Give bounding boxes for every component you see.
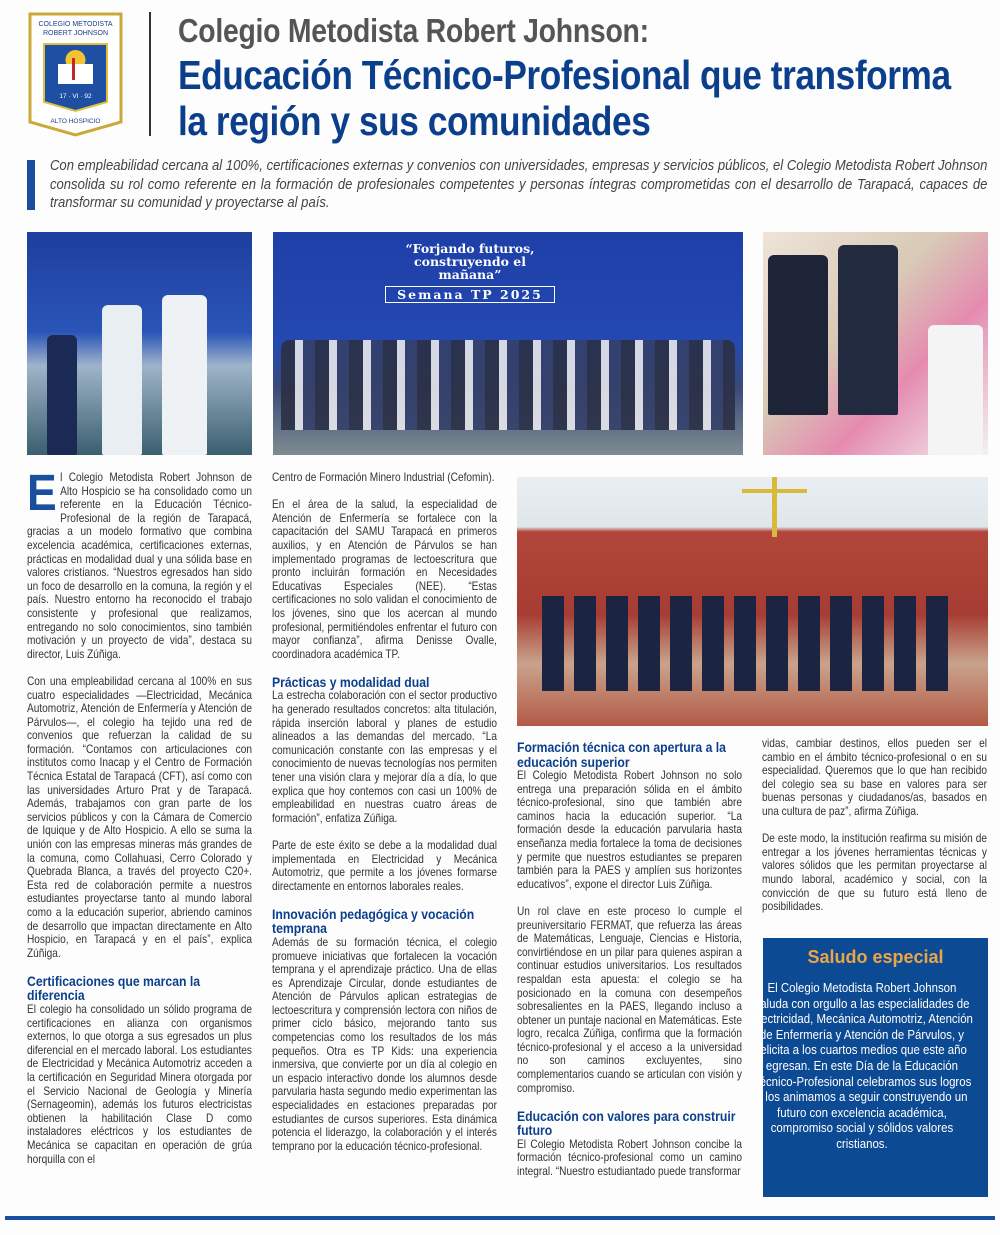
section-heading: Certificaciones que marcan la diferencia (27, 972, 201, 1004)
section-heading: Educación con valores para construir futuro (517, 1107, 736, 1139)
article-paragraph: Centro de Formación Minero Industrial (Cefomin). (272, 471, 495, 484)
article-paragraph: De este modo, la institución reafirma su misión de entregar a los jóvenes herramientas técnicas y valores sólidos que les permitan proyectarse al mundo laboral, académico y social, con la convicción de que su futuro está lleno de posibilidades. (762, 832, 987, 914)
article-paragraph: Con una empleabilidad cercana al 100% en sus cuatro especialidades —Electricidad, Mecánica Automotriz, Atención de Enfermería y Atención de Párvulos—, el colegio ha tejido una red de convenios que refuerzan la calidad de su formación. “Contamos con articulaciones con institutos como Inacap y el Centro de Formación Técnica Estatal de Tarapacá (CFT), así como con las universidades Arturo Prat y de Tarapacá. Además, trabajamos con gran parte de los servicios públicos y con la Cámara de Comercio de Iquique y de Alto Hospicio. A ello se suma la unión con las empresas mineras más grandes de la comuna, como Collahuasi, Cerro Colorado y Quebrada Blanca, a través del proyecto C20+. Esta red de colaboración permite a nuestros estudiantes proyectarse tanto al mundo laboral como a la educación superior, abriendo caminos de desarrollo que impactan directamente en Alto Hospicio, en Tarapacá y en el país”, explica Zúñiga. (27, 674, 252, 960)
article-paragraph: El Colegio Metodista Robert Johnson no solo entrega una preparación sólida en el ámbito técnico-profesional, sino que también abre caminos hacia la educación superior. “La formación desde la educación parvularia hasta enseñanza media fortalece la toma de decisiones y permite que nuestros estudiantes se preparen también para la PAES y amplíen sus horizontes educativos”, expone el director Luis Zúñiga. (517, 769, 742, 891)
headline-line-2: la región y sus comunidades (178, 98, 651, 144)
article-paragraph (27, 464, 252, 661)
lead-accent-bar (27, 160, 35, 210)
photo-kids-activity (763, 232, 988, 455)
article-column-4 (762, 737, 987, 927)
photo-nursing-students (27, 232, 252, 455)
headline-line-1: Educación Técnico-Profesional que transforma (178, 52, 951, 98)
bottom-rule (5, 1216, 995, 1220)
paragraph-text: l Colegio Metodista Robert Johnson de Alto Hospicio se ha consolidado como un referente en la Educación Técnico-Profesional de la región de Tarapacá, gracias a un modelo formativo que combina excelencia académica, certificaciones externas, prácticas en modalidad dual y una sólida base en valores cristianos. “Nuestros egresados han sido un foco de desarrollo en la comuna, la región y el país. Nuestro entorno ha reconocido el trabajo consistente y profesional que realizamos, entregando no solo conocimientos, sino también motivación y un proyecto de vida”, destaca su director, Luis Zúñiga. (27, 471, 252, 661)
banner-line-3: Semana TP 2025 (385, 286, 555, 303)
article-paragraph: Parte de este éxito se debe a la modalidad dual implementada en Electricidad y Mecánica Automotriz, que permite a los jóvenes formarse directamente en entornos laborales reales. (272, 838, 497, 893)
drop-cap: E (27, 464, 57, 521)
saludo-body: El Colegio Metodista Robert Johnson saluda con orgullo a las especialidades de Electricidad, Mecánica Automotriz, Atención de Enfermería y Atención de Párvulos, y felicita a los cuartos medios que este año egresan. En este Día de la Educación Técnico-Profesional celebramos sus logros y los animamos a seguir construyendo un futuro con excelencia académica, compromiso social y sólidos valores cristianos. (750, 980, 973, 1151)
svg-text:COLEGIO METODISTA: COLEGIO METODISTA (38, 21, 113, 28)
section-heading: Innovación pedagógica y vocación temprana (272, 905, 475, 937)
article-column-1 (27, 464, 252, 1180)
lead-paragraph: Con empleabilidad cercana al 100%, certificaciones externas y convenios con universidades, empresas y servicios públicos, el Colegio Metodista Robert Johnson consolida su rol como referente en la formación de profesionales competentes y personas íntegras comprometidas con el desarrollo de Tarapacá, capaces de transformar su comunidad y proyectarse al país. (50, 157, 988, 211)
saludo-especial-box (750, 938, 988, 1197)
svg-text:ALTO HOSPICIO: ALTO HOSPICIO (50, 118, 101, 125)
photo-group-semana-tp (273, 232, 743, 455)
header-divider (149, 12, 151, 136)
article-column-2 (272, 471, 497, 1167)
article-paragraph: Un rol clave en este proceso lo cumple el preuniversitario FERMAT, que refuerza las áreas de Matemáticas, Lenguaje, Ciencias e Historia, convirtiéndose en un pilar para quienes aspiran a continuar estudios universitarios. Los resultados respaldan esta apuesta: el colegio se ha posicionado en la comuna con desempeños sobresalientes en la PAES, llegando incluso a obtener un puntaje nacional en Matemáticas. Este logro, recalca Zúñiga, confirma que la formación técnico-profesional y el acceso a la universidad no son caminos excluyentes, sino complementarios cuando se articulan con visión y compromiso. (517, 904, 742, 1095)
svg-text:17 · VI · 92: 17 · VI · 92 (59, 93, 92, 100)
saludo-title: Saludo especial (807, 947, 944, 967)
article-paragraph: El colegio ha consolidado un sólido programa de certificaciones en alianza con organismos externos, lo que otorga a sus egresados un plus diferencial en el mercado laboral. Los estudiantes de Electricidad y Mecánica Automotriz acceden a la certificación en Seguridad Minera otorgada por el Servicio Nacional de Geología y Minería (Sernageomin), además los futuros electricistas obtienen la habilitación Clase D como instaladores eléctricos y los estudiantes de Mecánica se capacitan en operación de grúa horquilla con el (27, 1002, 252, 1166)
section-heading: Prácticas y modalidad dual (272, 673, 430, 690)
section-heading: Formación técnica con apertura a la educación superior (517, 739, 726, 770)
article-paragraph: vidas, cambiar destinos, ellos pueden ser el cambio en el ámbito técnico-profesional o en su especialidad. Queremos que lo que han recibido del colegio sea su base en valores para ser buenas personas y ciudadanos/as, basados en una cultura de paz”, afirma Zúñiga. (762, 737, 987, 818)
svg-text:ROBERT JOHNSON: ROBERT JOHNSON (42, 30, 109, 37)
article-paragraph: En el área de la salud, la especialidad de Atención de Enfermería se fortalece con la capacitación del SAMU Tarapacá en primeros auxilios, y en Atención de Párvulos se han implementado programas de lectoescritura que pronto incluirán formación en Necesidades Educativas Especiales (NEE). “Estas certificaciones no solo validan el conocimiento de los jóvenes, sino que los acercan al mundo profesional, permitiéndoles enfrentar el futuro con mayor confianza”, afirma Denisse Ovalle, coordinadora académica TP. (272, 498, 497, 661)
banner-line-1: “Forjando futuros, (405, 241, 535, 256)
photo-students-diplomas (517, 477, 988, 726)
article-paragraph: El Colegio Metodista Robert Johnson concibe la formación técnico-profesional como un camino integral. “Nuestro estudiantado puede transformar (517, 1137, 742, 1179)
banner-line-2: construyendo el mañana” (414, 254, 526, 282)
article-paragraph: Además de su formación técnica, el colegio promueve iniciativas que fortalecen la vocación temprana y el aprendizaje práctico. Una de ellas es Aprendizaje Circular, donde estudiantes de Atención de Párvulos aplican estrategias de lectoescritura y comprensión lectora con niños de primer ciclo básico, mejorando tanto sus competencias como los resultados de los más pequeños. Otra es TP Kids: una experiencia inmersiva, que convierte por un día al colegio en un espacio interactivo donde los alumnos desde parvularia hasta segundo medio experimentan las especialidades en estaciones preparadas por estudiantes de cursos superiores. Esta dinámica potencia el liderazgo, la colaboración y el interés temprano por la educación técnico-profesional. (272, 935, 497, 1153)
headline-kicker: Colegio Metodista Robert Johnson: (178, 12, 649, 49)
article-paragraph: La estrecha colaboración con el sector productivo ha generado resultados concretos: alta titulación, rápida inserción laboral y planes de estudio alineados a las demandas del mercado. “La comunicación constante con las empresas y el conocimiento de nuevas tecnologías nos permiten tener una visión clara y mejorar día a día, lo que explica que hoy contemos con casi un 100% de empleabilidad en nuestras cuatro áreas de formación”, enfatiza Zúñiga. (272, 689, 497, 825)
photo-banner (385, 242, 555, 303)
article-column-3 (517, 740, 742, 1192)
headline (178, 52, 951, 144)
school-crest-logo (28, 12, 123, 137)
